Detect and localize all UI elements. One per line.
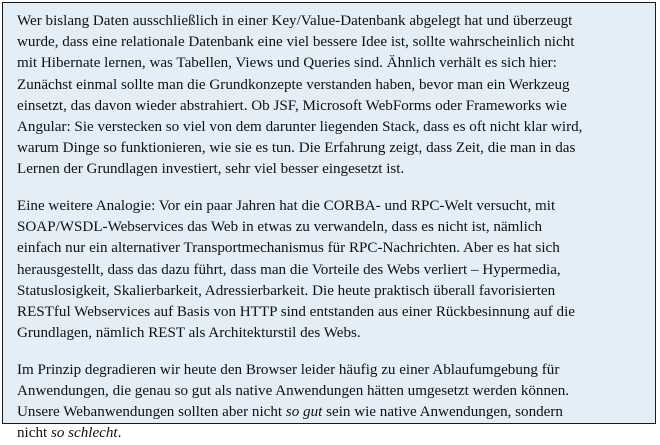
paragraph-line: Eine weitere Analogie: Vor ein paar Jahren hat die CORBA- und RPC-Welt versucht, mit [17,198,556,215]
paragraph-line: Angular: Sie verstecken so viel von dem darunter liegenden Stack, dass es oft nicht klar wird, [17,119,583,136]
paragraph-line: Statuslosigkeit, Skalierbarkeit, Adressierbarkeit. Die heute praktisch überall favorisierten [17,282,556,299]
text-run: sein wie native Anwendungen, sondern [322,404,563,421]
paragraph-3 [17,360,643,445]
paragraph-line: mit Hibernate lernen, was Tabellen, Views und Queries sind. Ähnlich verhält es sich hier: [17,55,557,72]
paragraph-line: SOAP/WSDL-Webservices das Web in etwas zu verwandeln, dass es nicht ist, nämlich [17,219,543,236]
paragraph-2 [17,196,643,344]
text-run: Unsere Webanwendungen sollten aber nicht [17,404,286,421]
paragraph-line: RESTful Webservices auf Basis von HTTP sind entstanden aus einer Rückbesinnung auf die [17,304,575,321]
paragraph-line: Wer bislang Daten ausschließlich in einer Key/Value-Datenbank abgelegt hat und überzeugt [17,13,573,29]
paragraph-line: Lernen der Grundlagen investiert, sehr viel besser eingesetzt ist. [17,161,405,178]
paragraph-line: herausgestellt, dass das dazu führt, dass man die Vorteile des Webs verliert – Hypermedia, [17,261,561,278]
paragraph-line [17,402,643,423]
paragraph-line [17,423,643,444]
paragraph-line: wurde, dass eine relationale Datenbank eine viel bessere Idee ist, sollte wahrscheinlich nicht [17,34,575,51]
paragraph-line: Zunächst einmal sollte man die Grundkonzepte verstanden haben, bevor man ein Werkzeug [17,76,570,93]
paragraph-line: Im Prinzip degradieren wir heute den Browser leider häufig zu einer Ablaufumgebung für [17,361,560,378]
paragraph-line: einsetzt, das davon wieder abstrahiert. Ob JSF, Microsoft WebForms oder Frameworks wie [17,97,567,114]
emphasis-text: so gut [285,404,323,421]
paragraph-1 [17,11,643,181]
text-run: nicht [17,425,51,442]
emphasis-text: so schlecht [50,425,118,442]
paragraph-line: Anwendungen, die genau so gut als native Anwendungen hätten umgesetzt werden können. [17,383,570,400]
text-run: . [117,425,122,442]
paragraph-line: warum Dinge so funktionieren, wie sie es tun. Die Erfahrung zeigt, dass Zeit, die man in das [17,140,576,157]
paragraph-line: einfach nur ein alternativer Transportmechanismus für RPC-Nachrichten. Aber es hat sich [17,240,560,257]
paragraph-line: Grundlagen, nämlich REST als Architekturstil des Webs. [17,325,361,342]
text-box [2,2,656,442]
